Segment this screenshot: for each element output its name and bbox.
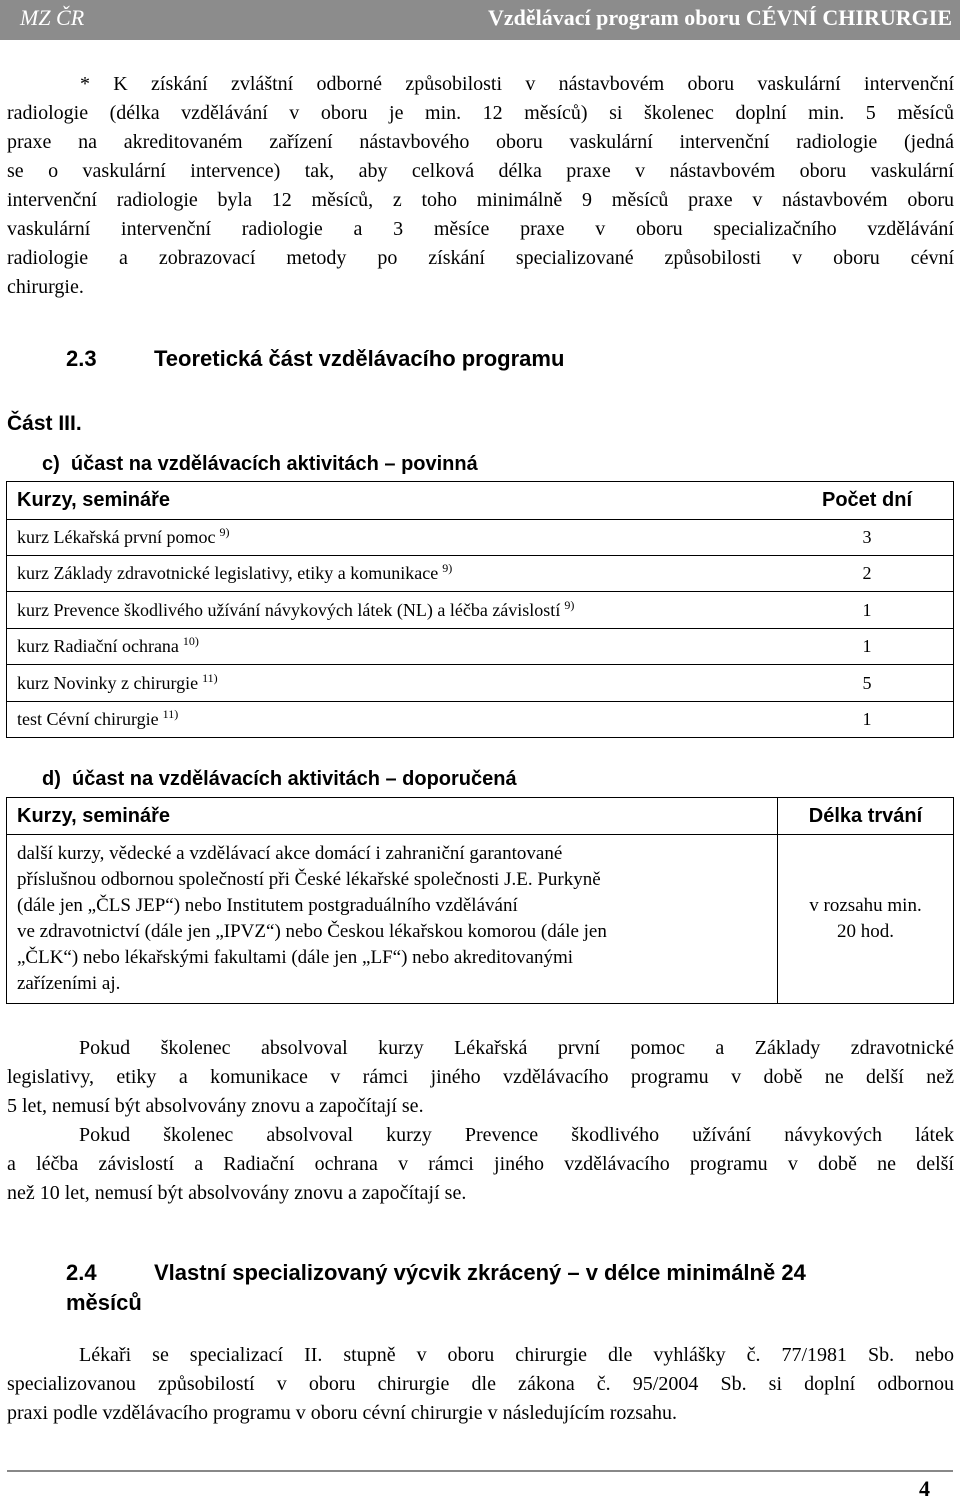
course-days: 5 <box>781 665 954 702</box>
page-header <box>0 0 960 40</box>
course-label: test Cévní chirurgie <box>17 709 159 729</box>
section-title: Vlastní specializovaný výcvik zkrácený – v délce minimálně 24 <box>154 1260 806 1285</box>
paragraph-line: praxi podle vzdělávacího programu v oboru cévní chirurgie v následujícím rozsahu. <box>7 1402 677 1424</box>
paragraph-line: Lékaři se specializací II. stupně v oboru chirurgie dle vyhlášky č. 77/1981 Sb. nebo <box>79 1344 954 1366</box>
table-row <box>7 592 954 629</box>
section-number: 2.3 <box>66 346 97 371</box>
course-label: kurz Novinky z chirurgie <box>17 672 199 693</box>
footnote-ref: 9) <box>219 525 230 539</box>
part-heading: Část III. <box>7 412 82 435</box>
footnote-ref: 9) <box>564 597 575 612</box>
section-2-3-heading <box>66 346 565 372</box>
course-days: 1 <box>781 592 954 629</box>
header-title: Vzdělávací program oboru CÉVNÍ CHIRURGIE <box>487 5 952 30</box>
section-number: 2.4 <box>66 1260 97 1285</box>
section-c-title: c) účast na vzdělávacích aktivitách – povinná <box>42 453 478 475</box>
footer-divider <box>7 1470 953 1472</box>
table-row <box>7 556 954 592</box>
table-header-courses: Kurzy, semináře <box>7 798 778 835</box>
course-days: 2 <box>781 556 954 592</box>
description-line: zařízeními aj. <box>17 973 121 994</box>
paragraph-line: a léčba závislostí a Radiační ochrana v rámci jiného vzdělávacího programu v době ne delší <box>7 1153 954 1175</box>
table-header-days: Počet dní <box>781 482 954 520</box>
section-title: Teoretická část vzdělávacího programu <box>154 346 565 371</box>
course-days: 1 <box>781 629 954 665</box>
course-days: 3 <box>781 520 954 556</box>
note-line: praxe na akreditovaném zařízení nástavbového oboru vaskulární intervenční radiologie (jedná <box>7 131 954 153</box>
description-line: ve zdravotnictví (dále jen „IPVZ“) nebo Českou lékařskou komorou (dále jen <box>17 921 607 942</box>
course-days: 1 <box>781 702 954 738</box>
header-left: MZ ČR <box>20 5 85 30</box>
recommended-courses-table <box>6 797 954 1004</box>
note-line: se o vaskulární intervence) tak, aby celková délka praxe v nástavbovém oboru vaskulární <box>7 160 954 182</box>
table-row <box>7 835 954 1004</box>
paragraph-line: než 10 let, nemusí být absolvovány znovu a započítají se. <box>7 1182 467 1204</box>
section-2-4-heading <box>66 1258 806 1318</box>
footnote-ref: 11) <box>162 707 179 721</box>
table-row <box>7 665 954 702</box>
recommended-duration <box>778 835 954 1004</box>
paragraph-first-aid <box>7 1034 954 1121</box>
paragraph-line: 5 let, nemusí být absolvovány znovu a započítají se. <box>7 1095 424 1117</box>
note-line: vaskulární intervenční radiologie a 3 měsíce praxe v oboru specializačního vzdělávání <box>7 218 954 240</box>
recommended-description <box>7 835 778 1004</box>
description-line: příslušnou odbornou společností při České lékařské společnosti J.E. Purkyně <box>17 869 601 890</box>
table-header-courses: Kurzy, semináře <box>7 482 782 520</box>
course-label: kurz Prevence škodlivého užívání návykových látek (NL) a léčba závislostí <box>17 599 561 620</box>
footnote-ref: 10) <box>182 634 199 648</box>
duration-line: 20 hod. <box>837 921 894 942</box>
paragraph-prevention <box>7 1121 954 1208</box>
note-line: intervenční radiologie byla 12 měsíců, z toho minimálně 9 měsíců praxe v nástavbovém oboru <box>7 189 954 211</box>
section-d-title: d) účast na vzdělávacích aktivitách – doporučená <box>42 768 517 790</box>
table-header-duration: Délka trvání <box>778 798 954 835</box>
paragraph-specialization <box>7 1341 954 1428</box>
note-line: radiologie (délka vzdělávání v oboru je min. 12 měsíců) si školenec doplní min. 5 měsíců <box>7 102 954 124</box>
paragraph-line: Pokud školenec absolvoval kurzy Lékařská první pomoc a Základy zdravotnické <box>79 1037 954 1059</box>
footnote-ref: 11) <box>202 670 218 685</box>
note-paragraph <box>7 70 954 302</box>
table-row <box>7 629 954 665</box>
description-line: další kurzy, vědecké a vzdělávací akce domácí i zahraniční garantované <box>17 843 563 864</box>
paragraph-line: legislativy, etiky a komunikace v rámci jiného vzdělávacího programu v době ne delší než <box>7 1066 954 1088</box>
course-label: kurz Lékařská první pomoc <box>17 527 216 547</box>
note-line: chirurgie. <box>7 276 84 298</box>
description-line: (dále jen „ČLS JEP“) nebo Institutem postgraduálního vzdělávání <box>17 895 518 916</box>
note-line: radiologie a zobrazovací metody po získání specializované způsobilosti v oboru cévní <box>7 247 954 269</box>
course-label: kurz Radiační ochrana <box>17 636 179 656</box>
table-row <box>7 520 954 556</box>
table-row <box>7 702 954 738</box>
mandatory-courses-table <box>6 481 954 738</box>
page-number: 4 <box>919 1476 930 1501</box>
course-label: kurz Základy zdravotnické legislativy, etiky a komunikace <box>17 563 439 583</box>
paragraph-line: Pokud školenec absolvoval kurzy Prevence škodlivého užívání návykových látek <box>79 1124 954 1146</box>
note-line: * K získání zvláštní odborné způsobilosti v nástavbovém oboru vaskulární intervenční <box>80 73 954 95</box>
description-line: „ČLK“) nebo lékařskými fakultami (dále jen „LF“) nebo akreditovanými <box>17 947 574 968</box>
duration-line: v rozsahu min. <box>809 895 922 916</box>
paragraph-line: specializovanou způsobilostí v oboru chirurgie dle zákona č. 95/2004 Sb. si doplní odbornou <box>7 1373 954 1395</box>
footnote-ref: 9) <box>442 561 453 575</box>
section-title-continued: měsíců <box>66 1290 142 1315</box>
